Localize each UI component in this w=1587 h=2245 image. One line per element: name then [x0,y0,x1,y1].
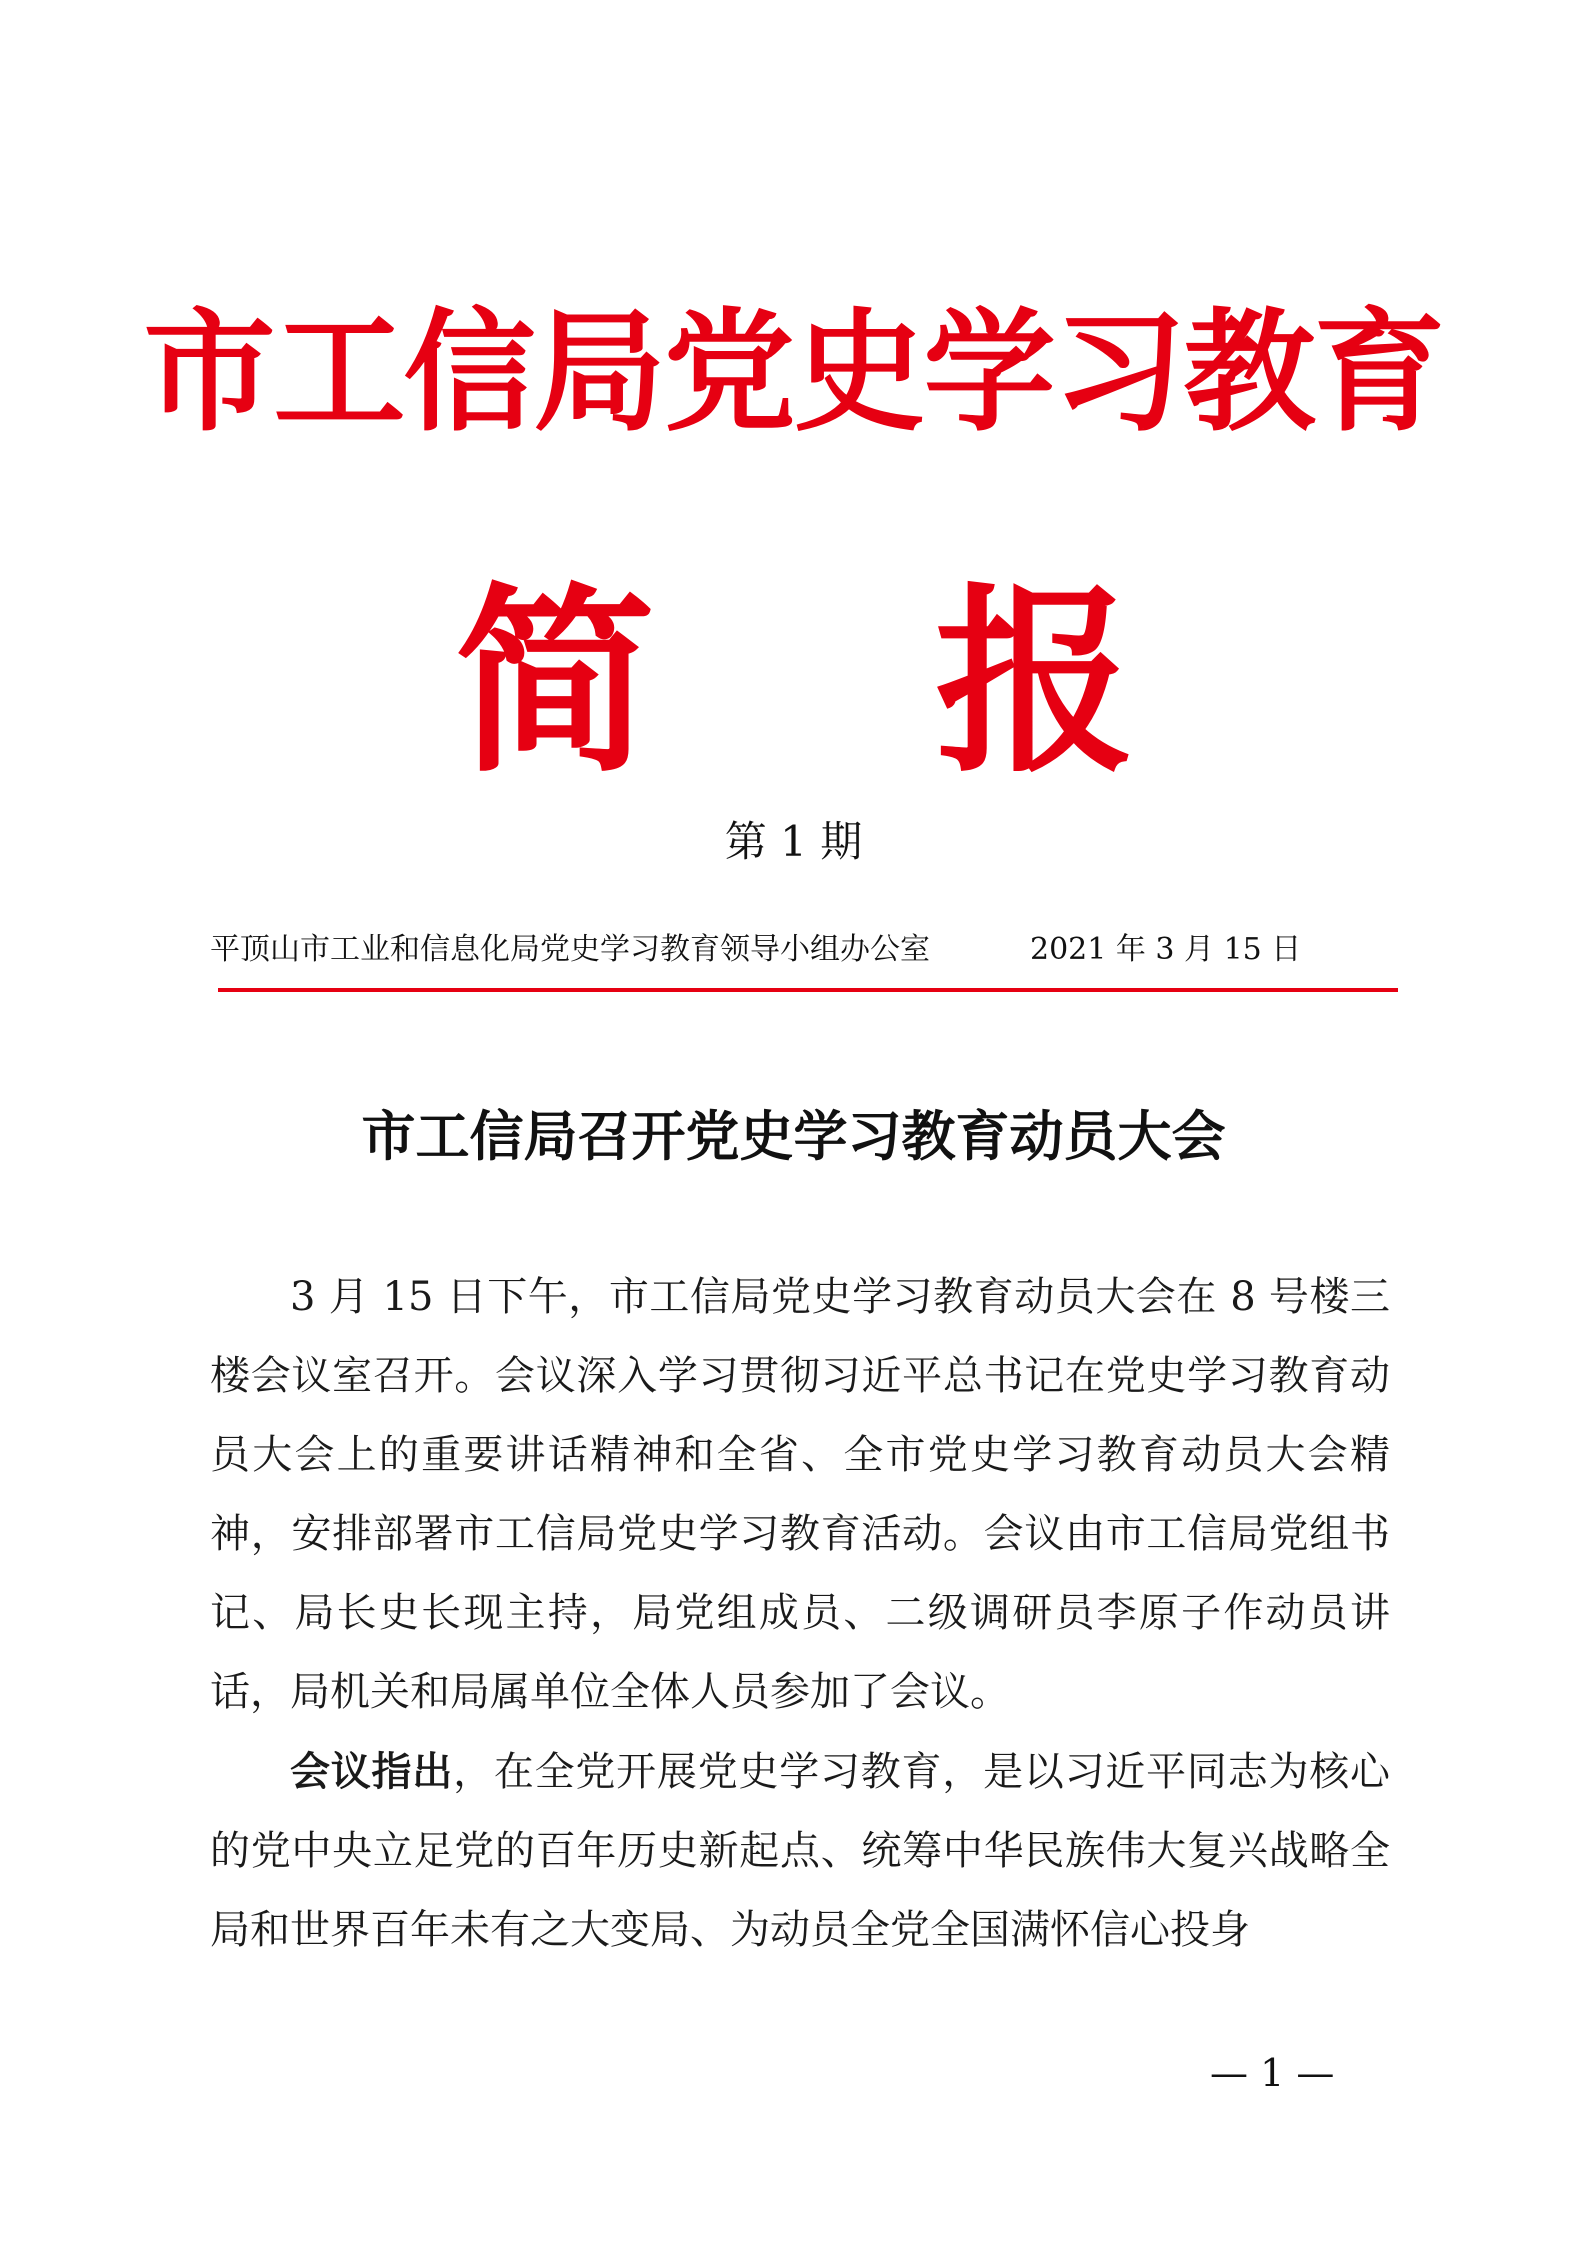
red-divider [218,988,1398,992]
page-number: — 1 — [1210,2051,1335,2095]
paragraph-lead: 会议指出 [290,1748,454,1795]
issue-date: 2021 年 3 月 15 日 [1030,932,1302,967]
article-title: 市工信局召开党史学习教育动员大会 [361,1104,1226,1168]
issue-number: 第 1 期 [724,817,863,866]
masthead-subtitle-bao: 报 [935,565,1136,800]
article-paragraph-1: 3 月 15 日下午，市工信局党史学习教育动员大会在 8 号楼三楼会议室召开。会议深入学习贯彻习近平总书记在党史学习教育动员大会上的重要讲话精神和全省、全市党史学习教育动员大会精神，安排部署市工信局党史学习教育活动。会议由市工信局党组书记、局长史长现主持，局党组成员、二级调研员李原子作动员讲话，局机关和局属单位全体人员参加了会议。 [210,1274,1390,1715]
issuer-office: 平顶山市工业和信息化局党史学习教育领导小组办公室 [210,932,930,967]
paragraph-2-text: ，在全党开展党史学习教育，是以习近平同志为核心的党中央立足党的百年历史新起点、统筹中华民族伟大复兴战略全局和世界百年未有之大变局、为动员全党全国满怀信心投身 [210,1749,1391,1953]
article-paragraph-2 [210,1732,1390,1970]
masthead-subtitle-jian: 简 [455,565,656,800]
masthead-title: 市工信局党史学习教育 [143,295,1444,450]
